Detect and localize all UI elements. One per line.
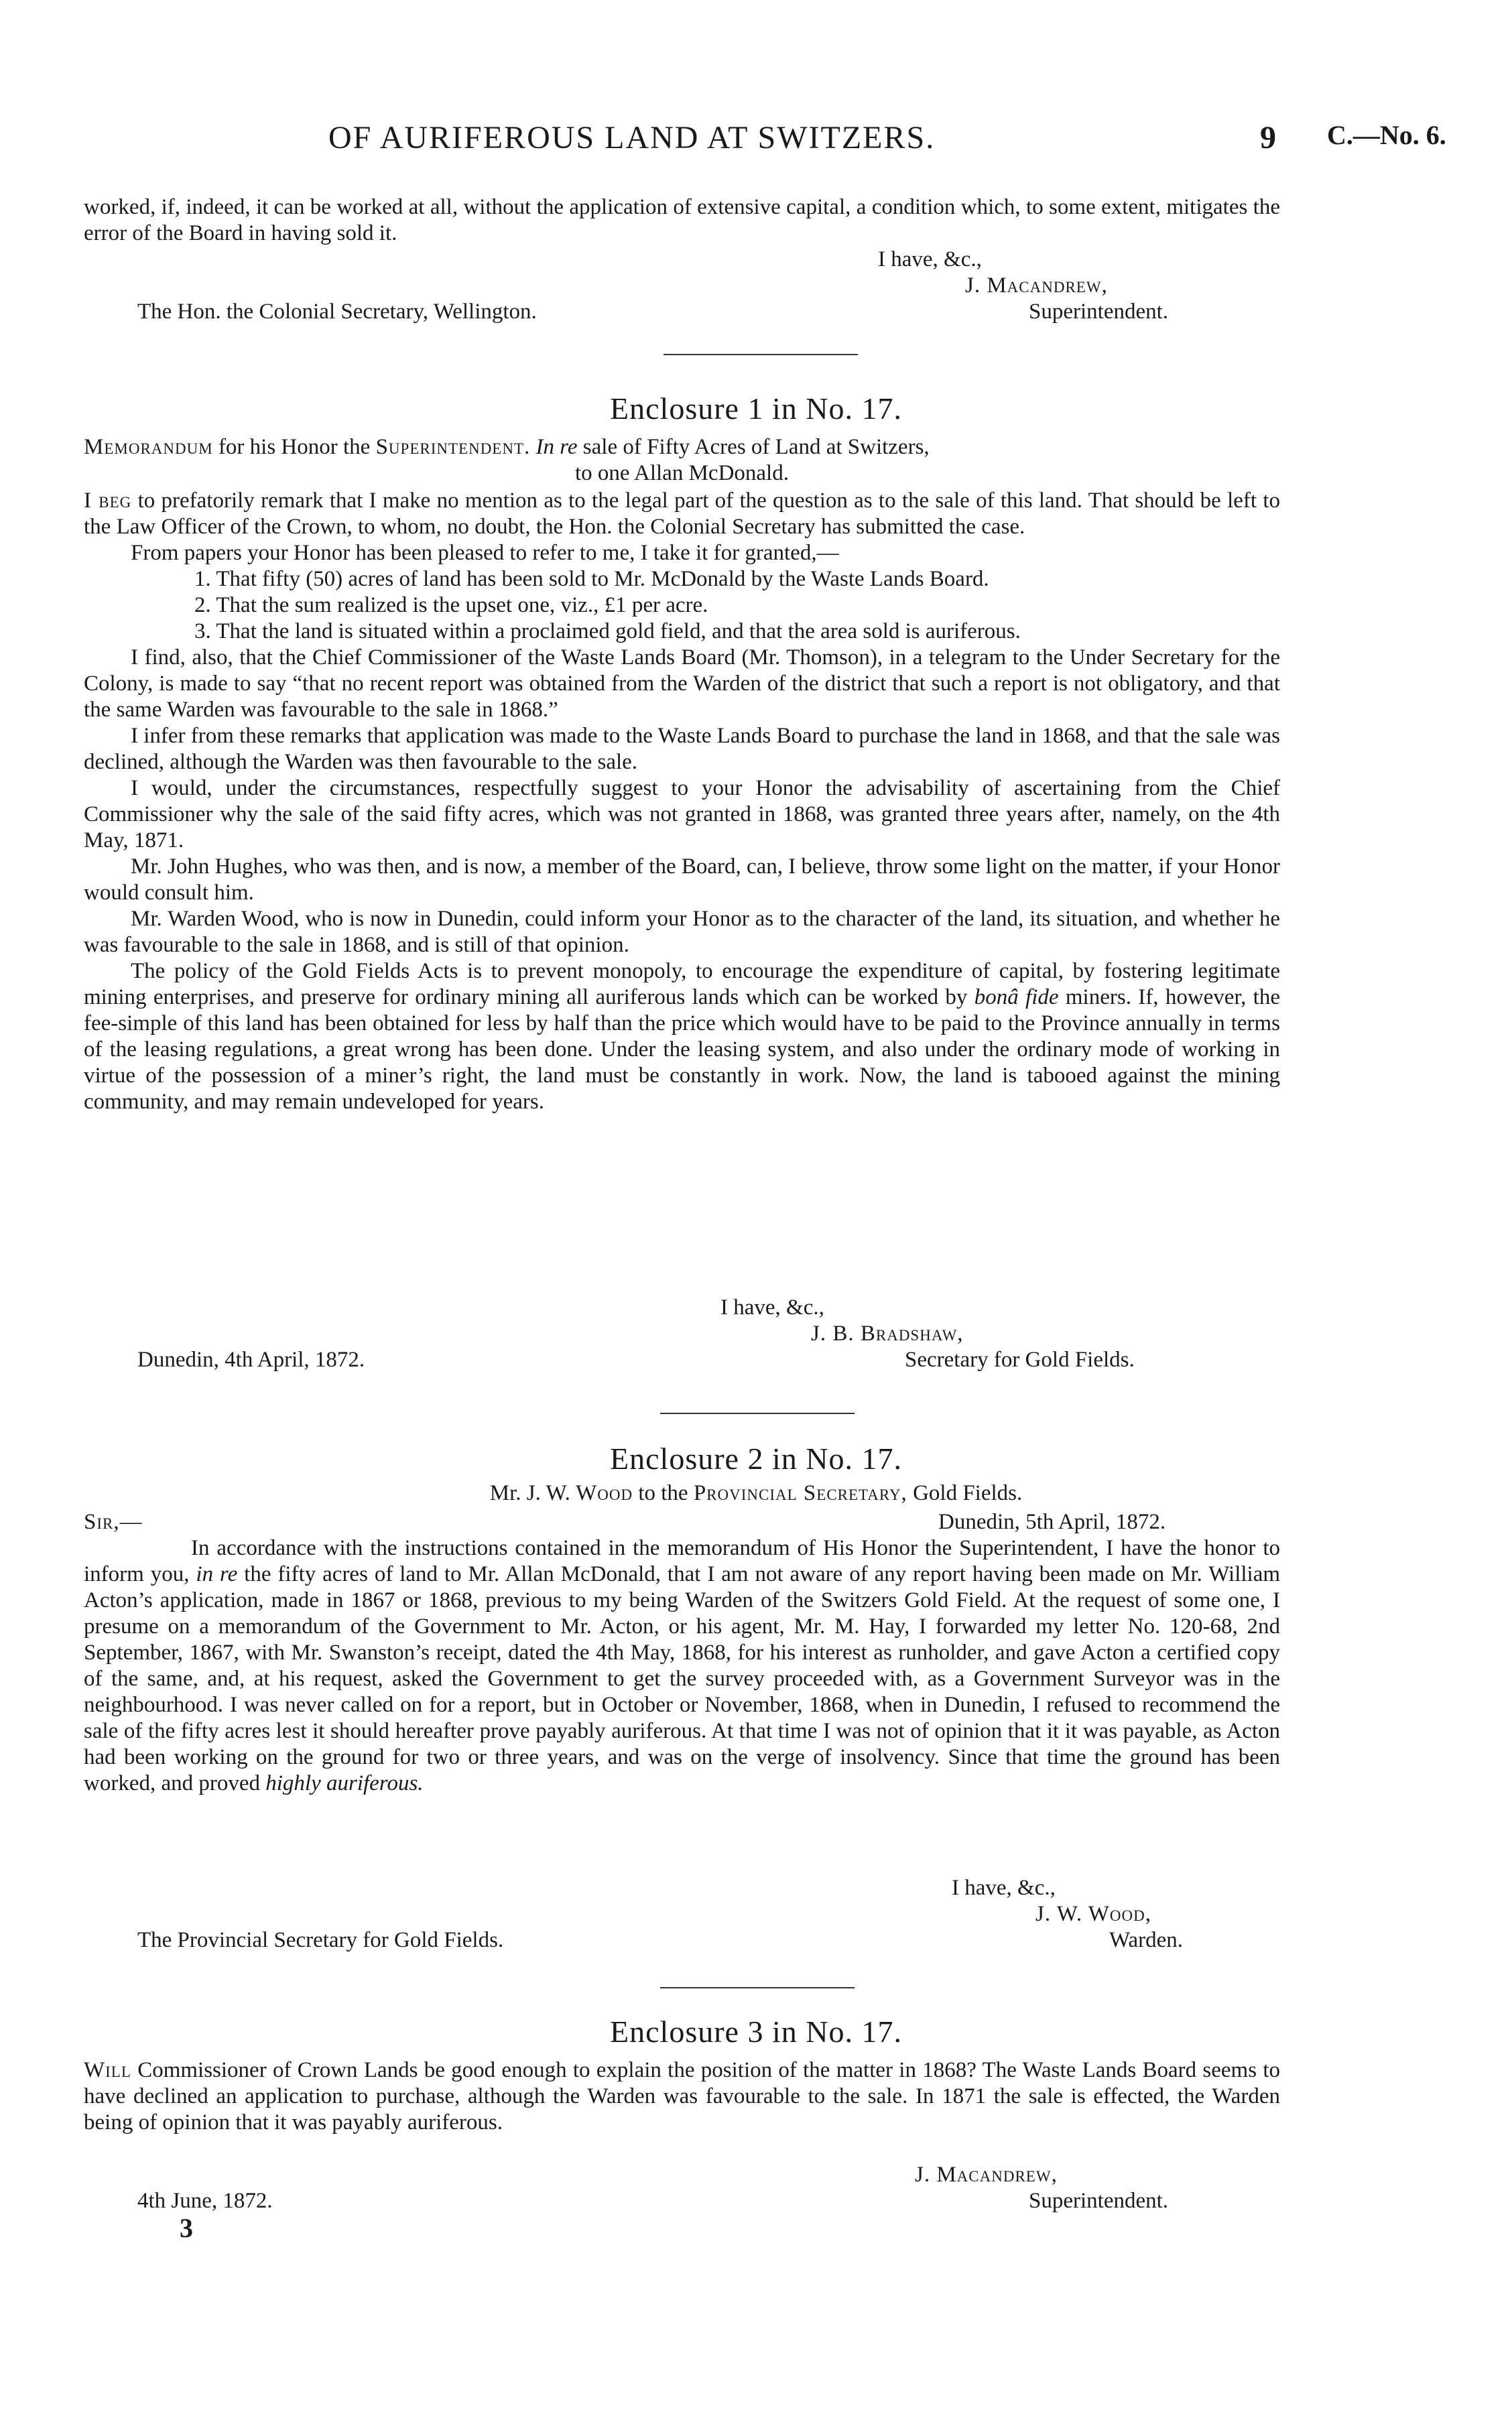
enclosure-2-subheading [0,1481,1512,1506]
enclosure-2-heading: Enclosure 2 in No. 17. [610,1442,902,1476]
enc3-lead: Will [84,2058,131,2082]
list-item: 1. That fifty (50) acres of land has been sold to Mr. McDonald by the Waste Lands Board. [194,567,989,591]
para8-part-b: miners. If, however, the fee-simple of this land has been obtained for less by half than the price which would have to be paid to the Province annually in terms of the leasing regulations, a great wrong has been done. Under the leasing system, and also under the ordinary mode of working in virtue of the possession of a miner’s right, the land must be constantly in work. Now, the land is tabooed against the mining community, and may remain undeveloped for years. [84,985,1281,1114]
para8-text [84,958,1280,1115]
paper-reference: C.—No. 6. [1327,120,1446,150]
memo-subject-2: to one Allan McDonald. [575,461,789,485]
enc2-part-b: the fifty acres of land to Mr. Allan McDonald, that I am not aware of any report having been made on Mr. William Acton’s application, made in 1867 or 1868, previous to my being Warden of the Switzers Gold Field. At the request of some one, I presume on a memorandum of the Government to Mr. Acton, or his agent, Mr. M. Hay, I forwarded my letter No. 120-68, 2nd September, 1867, with Mr. Swanston’s receipt, dated the 4th May, 1868, for his interest as runholder, and gave Acton a certified copy of the same, and, at his request, asked the Government to get the survey proceeded with, as a Government Surveyor was in the neighbourhood. I was never called on for a report, but in October or November, 1868, when in Dunedin, I refused to recommend the sale of the fifty acres lest it should hereafter prove payably auriferous. At that time I was not of opinion that it it was payable, as Acton had been working on the ground for two or three years, and was on the verge of insolvency. Since that time the ground has been worked, and proved [84,1562,1281,1795]
sheet-signature-mark: 3 [180,2213,193,2243]
para5-text: I would, under the circumstances, respectfully suggest to your Honor the advisability of ascertaining from the Chief Commissioner why the sale of the said fifty acres, which was not granted in 1868, was granted three years after, namely, on the 4th May, 1871. [84,776,1280,852]
enclosure-3-heading: Enclosure 3 in No. 17. [610,2015,902,2049]
enclosure-1-heading: Enclosure 1 in No. 17. [610,391,902,426]
memo-to: Superintendent. [375,435,531,459]
para8-part-a: The policy of the Gold Fields Acts is to prevent monopoly, to encourage the expenditure of capital, by fostering legitimate mining enterprises, and preserve for ordinary mining all auriferous lands which can be worked by [84,959,1280,1009]
para1-lead: I beg [84,489,132,513]
enclosure-2-body [84,1535,1280,1797]
letter-end-text: worked, if, indeed, it can be worked at all, without the application of extensive capital, a condition which, to some extent, mitigates the error of the Board in having sold it. [84,195,1280,245]
memo-re: In re [536,435,578,459]
para4-text: I infer from these remarks that application was made to the Waste Lands Board to purchase the land in 1868, and that the sale was declined, although the Warden was then favourable to the sale. [84,724,1280,774]
sub-office: Provincial Secretary, [693,1481,907,1505]
para6-text: Mr. John Hughes, who was then, and is now, a member of the Board, can, I believe, throw some light on the matter, if your Honor would consult him. [84,854,1280,905]
running-head-title: OF AURIFEROUS LAND AT SWITZERS. [328,120,936,155]
enclosure-2-addressee: The Provincial Secretary for Gold Fields. [137,1928,504,1952]
para3-text: I find, also, that the Chief Commissioner of the Waste Lands Board (Mr. Thomson), in a telegram to the Under Secretary for the Colony, is made to say “that no recent report was obtained from the Warden of the district that such a report is not obligatory, and that the same Warden was favourable to the sale in 1868.” [84,645,1280,722]
enclosure-3-date: 4th June, 1872. [137,2189,273,2213]
enclosure-2-place-date: Dunedin, 5th April, 1872. [938,1510,1166,1534]
letter-end-signature-title: Superintendent. [1029,300,1169,324]
enclosure-2-salutation: Sir,— [84,1510,143,1534]
enclosure-1-signature: J. B. Bradshaw, [811,1322,964,1346]
running-head [0,119,1512,166]
enc2-italic-end: highly auriferous. [265,1771,424,1795]
sub-dept: Gold Fields. [913,1481,1023,1505]
enc2-part-a: In accordance with the instructions contained in the memorandum of His Honor the Superintendent, I have the honor to inform you, [84,1536,1280,1586]
para1-text: to prefatorily remark that I make no mention as to the legal part of the question as to the sale of this land. That should be left to the Law Officer of the Crown, to whom, no doubt, the Hon. the Colonial Secretary has submitted the case. [84,489,1280,539]
enclosure-1-closing: I have, &c., [720,1295,824,1320]
para2-text: From papers your Honor has been pleased to refer to me, I take it for granted,— [131,541,839,565]
divider-rule [660,1413,855,1414]
para8-italic: bonâ fide [974,985,1059,1009]
memo-subject: sale of Fifty Acres of Land at Switzers, [582,435,930,459]
memo-for: for his Honor the [218,435,371,459]
enc2-italic: in re [196,1562,238,1586]
enclosure-2-signature: J. W. Wood, [1035,1902,1151,1926]
divider-rule [660,1987,855,1988]
memo-label: Memorandum [84,435,213,459]
letter-end-signature: J. Macandrew, [965,273,1108,298]
list-item: 2. That the sum realized is the upset one, viz., £1 per acre. [194,593,708,617]
enclosure-3-signature: J. Macandrew, [915,2163,1058,2187]
letter-end-addressee: The Hon. the Colonial Secretary, Wellington. [137,300,537,324]
sub-to: to the [638,1481,688,1505]
sub-name: Wood [576,1481,633,1505]
enclosure-1-memo-line [84,434,1280,487]
enclosure-1-place-date: Dunedin, 4th April, 1872. [137,1348,365,1372]
page-number: 9 [1260,120,1276,155]
letter-end-closing: I have, &c., [878,247,982,271]
list-item: 3. That the land is situated within a proclaimed gold field, and that the area sold is auriferous. [194,619,1021,643]
divider-rule [664,354,858,355]
letter-end-paragraph [84,194,1280,247]
enclosure-3-body [84,2057,1280,2136]
para7-text: Mr. Warden Wood, who is now in Dunedin, could inform your Honor as to the character of the land, its situation, and whether he was favourable to the sale in 1868, and is still of that opinion. [84,907,1280,957]
enclosure-1-signature-title: Secretary for Gold Fields. [905,1348,1135,1372]
enclosure-3-signature-title: Superintendent. [1029,2189,1169,2213]
enclosure-2-signature-title: Warden. [1109,1928,1184,1952]
enc3-text: Commissioner of Crown Lands be good enough to explain the position of the matter in 1868? The Waste Lands Board seems to have declined an application to purchase, although the Warden was favourable to the sale. In 1871 the sale is effected, the Warden being of opinion that it was payably auriferous. [84,2058,1281,2134]
sub-from: Mr. J. W. [489,1481,570,1505]
enclosure-1-body [84,488,1280,1115]
enclosure-2-closing: I have, &c., [952,1876,1056,1900]
